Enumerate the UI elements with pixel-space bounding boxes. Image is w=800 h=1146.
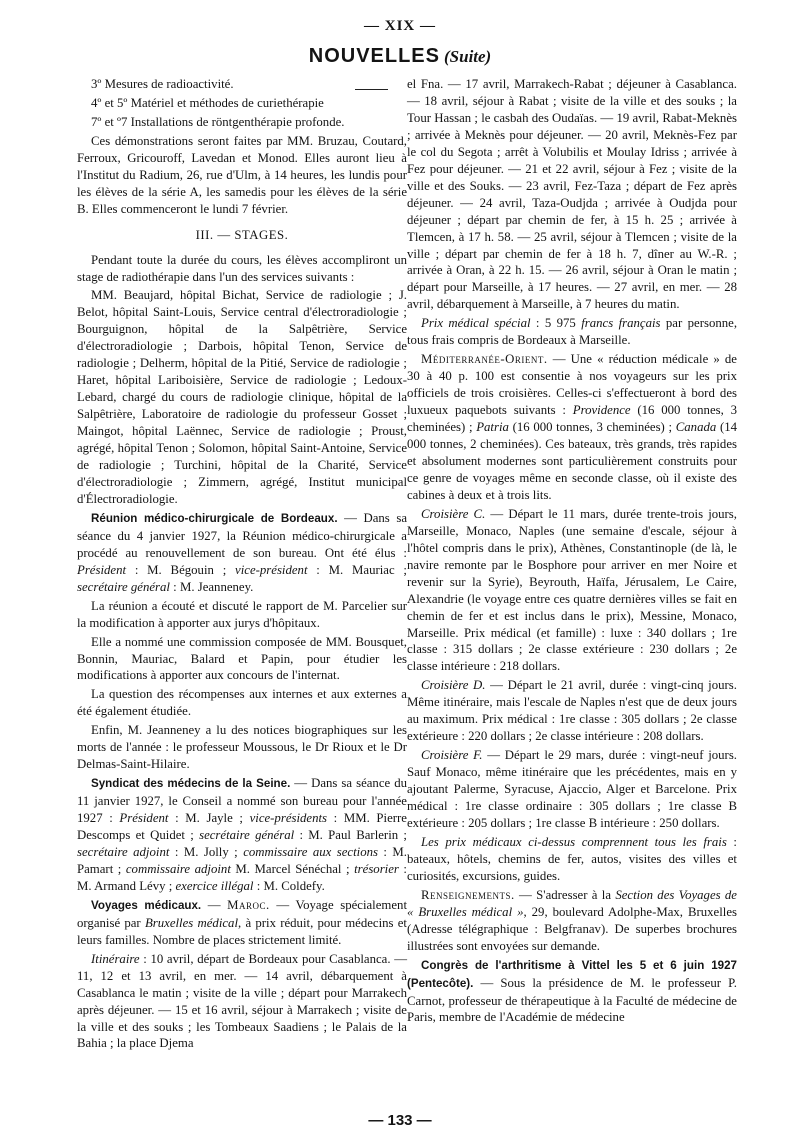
heading-bordeaux: Réunion médico-chirurgicale de Bordeaux. (91, 511, 338, 525)
section-heading-stages: III. — STAGES. (195, 227, 289, 242)
paragraph-croisiere-f: Croisière F. — Départ le 29 mars, durée : vingt-neuf jours. Sauf Monaco, même itinéraire que les précédentes, mais en y ajoutant Palerme, Syracuse, Ajaccio, Alger et Barcelone. Prix médical : 1re classe ordinaire : 305 dollars ; 1re classe B extérieure : 205 dollars ; 1re classe B intérieure : 250 dollars. (407, 748, 737, 830)
paragraph: Elle a nommé une commission composée de MM. Bousquet, Bonnin, Mauriac, Balard et Papin, pour étudier les modifications à apporter aux concours de l'internat. (77, 634, 407, 683)
list-item: 4º et 5º Matériel et méthodes de curiethérapie (91, 95, 324, 110)
roman-page-number: — XIX — (363, 18, 436, 34)
title-suite: (Suite) (444, 47, 492, 66)
paragraph-mediterranee: Méditerranée-Orient. — Une « réduction médicale » de 30 à 40 p. 100 est consentie à nos voyageurs sur les prix officiels de trois croisières. Celles-ci s'effectueront à bord des luxueux paquebots suivants : Providence (16 000 tonnes, 3 cheminées) ; Patria (16 000 tonnes, 3 cheminées) ; Canada (14 000 tonnes, 2 cheminées). Ces bateaux, très grands, très rapides et absolument modernes sont particulièrement construits pour ce genre de voyages même en seconde classe, où il existe des cabines à deux et à trois lits. (407, 352, 737, 502)
paragraph-prix-medicaux: Les prix médicaux ci-dessus comprennent tous les frais : bateaux, hôtels, chemins de fer, autos, visites des villes et curiosités, excursions, guides. (407, 834, 737, 883)
paragraph-prix: Prix médical spécial : 5 975 francs français par personne, tous frais compris de Bordeaux à Marseille. (407, 316, 738, 348)
list-item: 7º et º7 Installations de röntgenthérapie profonde. (91, 114, 345, 129)
paragraph-services: MM. Beaujard, hôpital Bichat, Service de radiologie ; J. Belot, hôpital Saint-Louis, Service central d'électroradiologie ; Bourguignon, hôpital de la Salpêtrière, Service d'électroradiologie ; Darbois, hôpital Tenon, Service de radiologie ; Delherm, hôpital de la Pitié, Service de radiologie ; Haret, hôpital Lariboisière, Service de radiologie ; Ledoux-Lebard, chargé du cours de radiologie clinique, hôpital de la Salpêtrière, Laboratoire de radiologie du professeur Gosset ; Maingot, hôpital Laënnec, Service de radiologie ; Proust, agrégé, hôpital Tenon ; Solomon, hôpital Saint-Antoine, Service de radiologie ; Turchini, hôpital de la Charité, Service d'électroradiologie ; Zimmern, agrégé, Institut municipal d'Électroradiologie. (77, 288, 407, 506)
heading-voyages: Voyages médicaux. (91, 898, 202, 912)
paragraph: La réunion a écouté et discuté le rapport de M. Parcelier sur la modification à apporter aux jurys d'hôpitaux. (77, 598, 407, 630)
paragraph-voyages: Voyages médicaux. — Maroc. — Voyage spécialement organisé par Bruxelles médical, à prix réduit, pour médecins et leurs familles. Nombre de places strictement limité. (77, 897, 408, 947)
paragraph-congres: Congrès de l'arthritisme à Vittel les 5 et 6 juin 1927 (Pentecôte). — Sous la présidence de M. le professeur P. Carnot, professeur de thérapeutique à la Faculté de médecine de Paris, membre de l'Académie de médecine (407, 958, 737, 1025)
paragraph-croisiere-d: Croisière D. — Départ le 21 avril, durée : vingt-cinq jours. Même itinéraire, mais l'escale de Naples n'est que de deux jours au maximum. Prix médical : 1re classe : 305 dollars ; 2e classe extérieure : 220 dollars ; 2e classe intérieure : 208 dollars. (407, 678, 737, 744)
heading-congres: Congrès de l'arthritisme à Vittel les 5 et 6 juin 1927 (Pentecôte). (407, 958, 737, 990)
paragraph-croisiere-c: Croisière C. — Départ le 11 mars, durée trente-trois jours, Marseille, Monaco, Naples (une semaine d'escale, séjour à l'hôtel compris dans le prix), Athènes, Constantinople (de là, le navire remonte par le Bosphore pour arriver en mer Noire et revenir sur la Syrie), Beyrouth, Haïfa, Jérusalem, Le Caire, Alexandrie (le voyage entre ces quatre dernières villes se fait en chemin de fer et est inclus dans le prix), Messine, Monaco, Marseille. Prix médical (et famille) : luxe : 340 dollars ; 1re classe : 315 dollars ; 2e classe extérieure : 230 dollars ; 2e classe intérieure : 218 dollars. (407, 506, 737, 674)
list-item: 3º Mesures de radioactivité. (91, 77, 234, 91)
paragraph-itinerary-continued: el Fna. — 17 avril, Marrakech-Rabat ; déjeuner à Casablanca. — 18 avril, séjour à Rabat ; visite de la ville et des souks ; la Tour Hassan ; le casbah des Oudaïas. — 19 avril, Rabat-Meknès ; arrivée à Meknès pour déjeuner. — 20 avril, Meknès-Fez par le col du Segota ; arrêt à Volubilis et Moulay Idriss ; arrivée à Fez pour déjeuner. — 21 et 22 avril, séjour à Fez ; visite de la ville et des Souks. — 23 avril, Fez-Taza ; départ de Fez après déjeuner. — 24 avril, Taza-Oudjda ; arrivée à Oudjda pour déjeuner ; départ par chemin de fer, à 15 h. 25 ; arrivée à Tlemcen, à 17 h. 58. — 25 avril, séjour à Tlemcen ; visite de la ville ; départ par chemin de fer à 18 h. 7, dîner au W.-R. ; arrivée à Oran, à 22 h. 15. — 26 avril, séjour à Oran le matin ; départ pour Marseille, à 17 heures. — 27 avril, en mer. — 28 avril, débarquement à Marseille, à 7 heures du matin. (407, 77, 737, 312)
paragraph-stages: Pendant toute la durée du cours, les élèves accompliront un stage de radiothérapie dans l'un des services suivants : (77, 252, 407, 284)
heading-syndicat-seine: Syndicat des médecins de la Seine. (91, 777, 291, 791)
paragraph-demonstrations: Ces démonstrations seront faites par MM. Bruzau, Coutard, Ferroux, Gricouroff, Lavedan et Monod. Elles auront lieu à l'Institut du Radium, 26, rue d'Ulm, à 14 heures, les lundis pour les élèves de la série A, les samedis pour les élèves de la série B. Elles commenceront le lundi 7 février. (77, 133, 407, 216)
paragraph: La question des récompenses aux internes et aux externes a été également étudiée. (77, 687, 407, 719)
section-title (0, 45, 800, 68)
title-main: NOUVELLES (308, 45, 440, 67)
paragraph-syndicat-seine: Syndicat des médecins de la Seine. — Dans sa séance du 11 janvier 1927, le Conseil a nommé son bureau pour l'année 1927 : Président : M. Jayle ; vice-présidents : MM. Pierre Descomps et Quidet ; secrétaire général : M. Paul Barlerin ; secrétaire adjoint : M. Jolly ; commissaire aux sections : M. Pamart ; commissaire adjoint M. Marcel Sénéchal ; trésorier : M. Armand Lévy ; exercice illégal : M. Coldefy. (77, 776, 407, 893)
left-column (77, 76, 407, 1054)
paragraph-itineraire: Itinéraire : 10 avril, départ de Bordeaux pour Casablanca. — 11, 12 et 13 avril, en mer. — 14 avril, débarquement à Casablanca le matin ; visite de la ville ; départ pour Marrakech après déjeuner. — 15 et 16 avril, séjour à Marrakech ; visite de la ville et des souks ; les Tombeaux Saadiens ; le Palais de la Bahia ; la place Djema (77, 951, 407, 1051)
page-number: — 133 — (368, 1112, 432, 1129)
paragraph-renseignements: Renseignements. — S'adresser à la Section des Voyages de « Bruxelles médical », 29, boulevard Adolphe-Max, Bruxelles (Adresse télégraphique : Belgfranav). De superbes brochures illustrées sont envoyées sur demande. (407, 887, 737, 953)
right-column (407, 76, 737, 1028)
paragraph: Enfin, M. Jeanneney a lu des notices biographiques sur les morts de l'année : le professeur Moussous, le Dr Rioux et le Dr Delmas-Saint-Hilaire. (77, 723, 407, 772)
paragraph-bordeaux: Réunion médico-chirurgicale de Bordeaux. — Dans sa séance du 4 janvier 1927, la Réunion médico-chirurgicale a procédé au renouvellement de son bureau. Ont été élus : Président : M. Bégouin ; vice-président : M. Mauriac ; secrétaire général : M. Jeanneney. (77, 510, 408, 594)
